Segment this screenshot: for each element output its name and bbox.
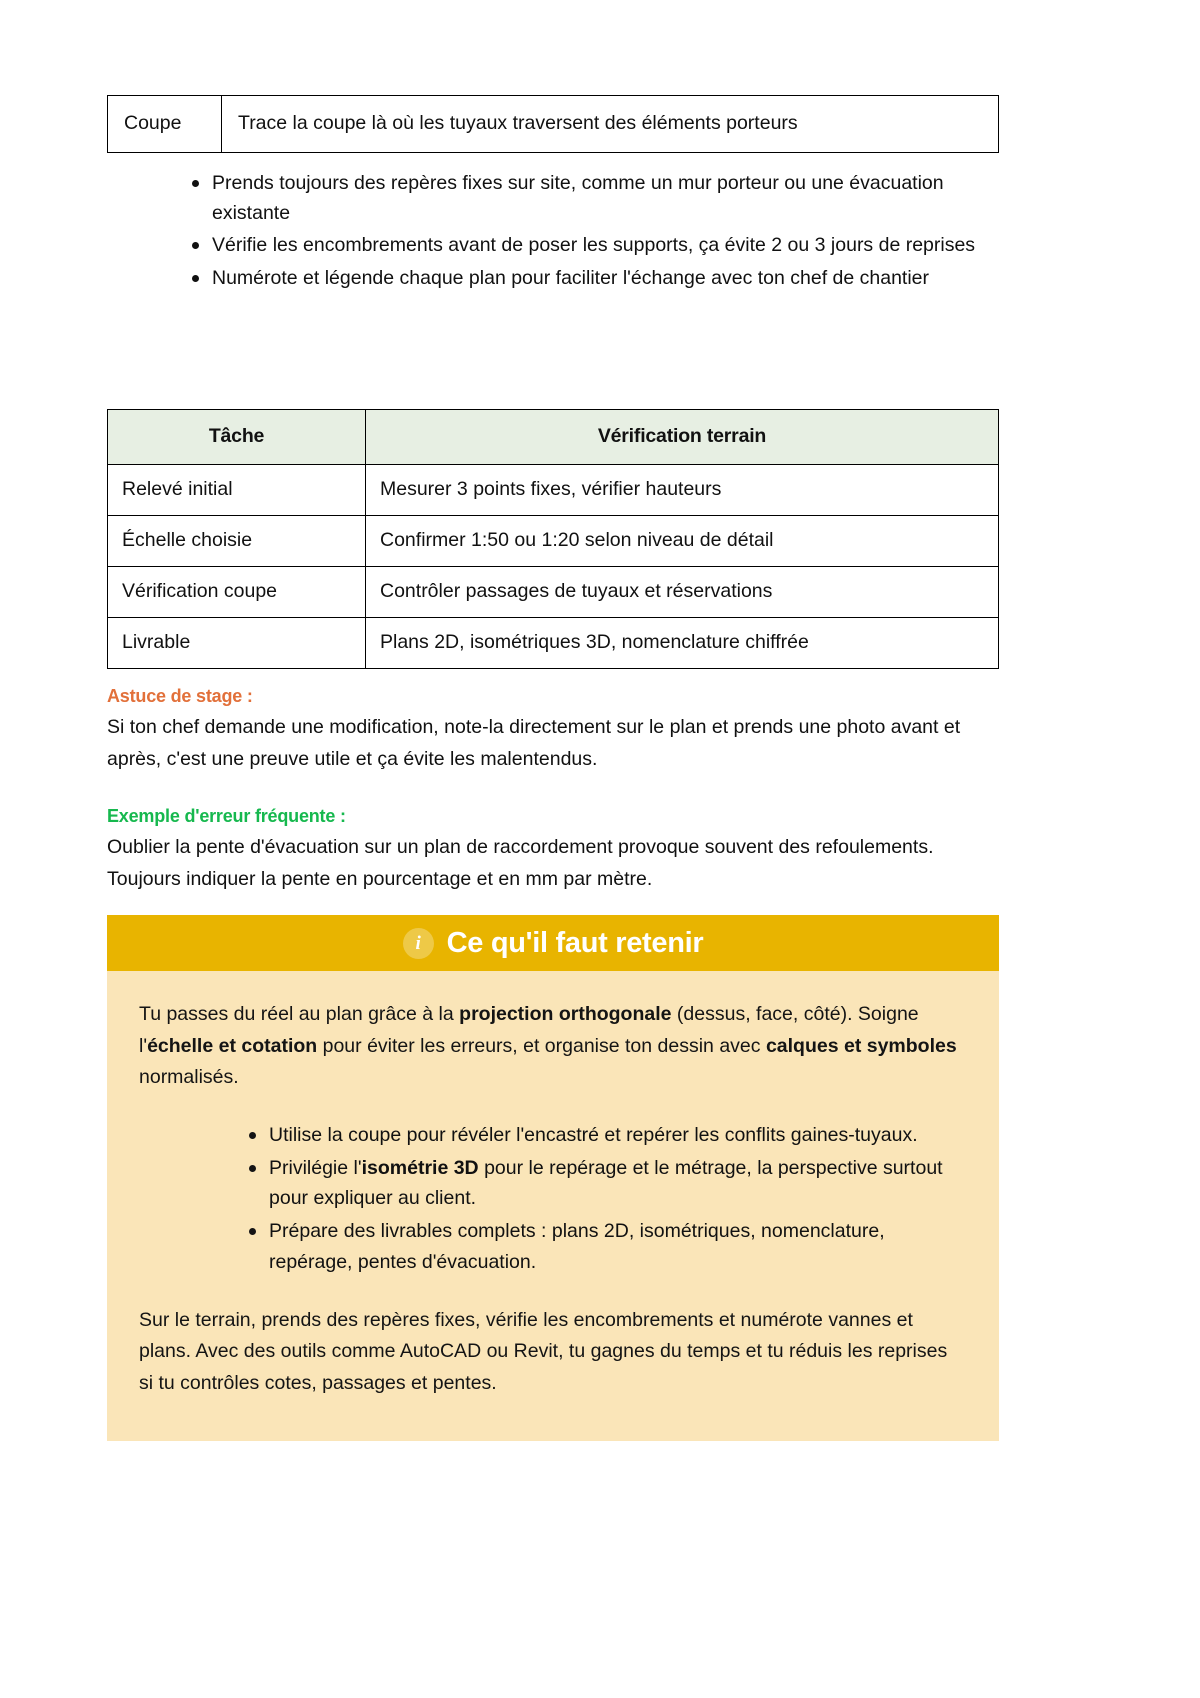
retenir-callout-title: Ce qu'il faut retenir bbox=[446, 926, 704, 959]
verification-table-head bbox=[108, 410, 999, 465]
top-bullet-section bbox=[170, 168, 1000, 295]
table-header-row bbox=[108, 410, 999, 465]
astuce-paragraph: Si ton chef demande une modification, note-la directement sur le plan et prends une photo avant et après, c'est une preuve utile et ça évite les malentendus. bbox=[107, 716, 961, 770]
retenir-bullet-list bbox=[225, 1120, 943, 1277]
list-item: Numérote et légende chaque plan pour faciliter l'échange avec ton chef de chantier bbox=[170, 263, 1000, 293]
cell-tache: Vérification coupe bbox=[108, 567, 366, 618]
top-bullet-list bbox=[170, 168, 1000, 293]
cell-verification: Mesurer 3 points fixes, vérifier hauteurs bbox=[366, 465, 999, 516]
retenir-callout bbox=[107, 915, 999, 1441]
retenir-callout-body bbox=[107, 971, 999, 1441]
erreur-heading: Exemple d'erreur fréquente : bbox=[107, 806, 346, 826]
info-icon: i bbox=[403, 928, 434, 959]
cell-verification: Plans 2D, isométriques 3D, nomenclature chiffrée bbox=[366, 618, 999, 669]
cell-tache: Livrable bbox=[108, 618, 366, 669]
retenir-tail-paragraph: Sur le terrain, prends des repères fixes, vérifie les encombrements et numérote vannes et plans. Avec des outils comme AutoCAD ou Revit, tu gagnes du temps et tu réduis les reprises si tu contrôles cotes, passages et pentes. bbox=[139, 1308, 948, 1394]
list-item: Vérifie les encombrements avant de poser les supports, ça évite 2 ou 3 jours de reprises bbox=[170, 230, 1000, 260]
retenir-lead-paragraph: Tu passes du réel au plan grâce à la projection orthogonale (dessus, face, côté). Soigne l'échelle et cotation pour éviter les erreurs, et organise ton dessin avec calques et symboles normalisés. bbox=[139, 1003, 957, 1089]
astuce-heading: Astuce de stage : bbox=[107, 686, 253, 706]
coupe-table bbox=[107, 95, 999, 153]
cell-verification: Confirmer 1:50 ou 1:20 selon niveau de détail bbox=[366, 516, 999, 567]
cell-tache: Relevé initial bbox=[108, 465, 366, 516]
verification-table bbox=[107, 409, 999, 669]
cell-verification: Contrôler passages de tuyaux et réservations bbox=[366, 567, 999, 618]
list-item: Prends toujours des repères fixes sur site, comme un mur porteur ou une évacuation existante bbox=[170, 168, 1000, 228]
table-row bbox=[108, 516, 999, 567]
table-row bbox=[108, 465, 999, 516]
coupe-row-label: Coupe bbox=[108, 96, 222, 153]
table-row bbox=[108, 96, 999, 153]
coupe-row-value: Trace la coupe là où les tuyaux traversent des éléments porteurs bbox=[222, 96, 999, 153]
column-header-tache: Tâche bbox=[108, 410, 366, 465]
list-item: Prépare des livrables complets : plans 2D, isométriques, nomenclature, repérage, pentes d'évacuation. bbox=[225, 1216, 943, 1276]
list-item: Privilégie l'isométrie 3D pour le repérage et le métrage, la perspective surtout pour expliquer au client. bbox=[225, 1153, 943, 1213]
retenir-callout-header bbox=[107, 915, 999, 971]
cell-tache: Échelle choisie bbox=[108, 516, 366, 567]
list-item: Utilise la coupe pour révéler l'encastré et repérer les conflits gaines-tuyaux. bbox=[225, 1120, 943, 1150]
verification-table-body bbox=[108, 465, 999, 669]
column-header-verification: Vérification terrain bbox=[366, 410, 999, 465]
table-row bbox=[108, 567, 999, 618]
coupe-table-body bbox=[108, 96, 999, 153]
erreur-paragraph: Oublier la pente d'évacuation sur un plan de raccordement provoque souvent des refoulements. Toujours indiquer la pente en pourcentage et en mm par mètre. bbox=[107, 836, 934, 890]
table-row bbox=[108, 618, 999, 669]
